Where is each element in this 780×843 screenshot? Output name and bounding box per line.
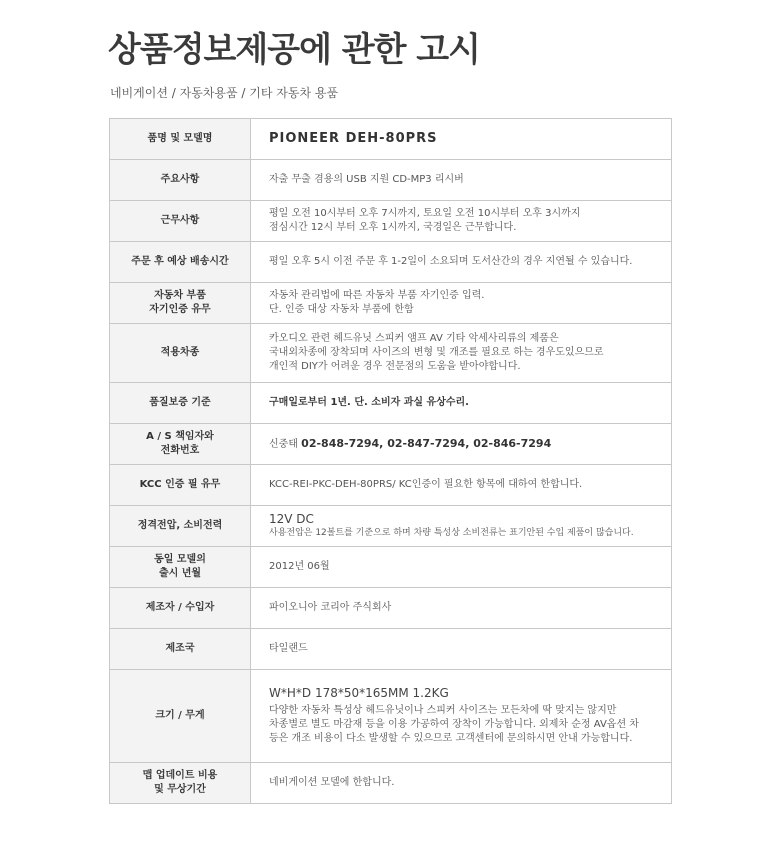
row-value: KCC-REI-PKC-DEH-80PRS/ KC인증이 필요한 항목에 대하여 한합니다. — [251, 465, 672, 506]
row-label: 제조자 / 수입자 — [110, 588, 251, 629]
table-row — [110, 283, 672, 324]
row-label: 주요사항 — [110, 160, 251, 201]
row-value: 파이오니아 코리아 주식회사 — [251, 588, 672, 629]
table-row — [110, 547, 672, 588]
row-label: 품질보증 기준 — [110, 383, 251, 424]
row-label: 동일 모델의 출시 년월 — [110, 547, 251, 588]
row-label: 품명 및 모델명 — [110, 119, 251, 160]
table-row — [110, 465, 672, 506]
row-value: 12V DC 사용전압은 12볼트를 기준으로 하며 차량 특성상 소비전류는 표기안된 수입 제품이 많습니다. — [251, 506, 672, 547]
row-value: 평일 오전 10시부터 오후 7시까지, 토요일 오전 10시부터 오후 3시까지 점심시간 12시 부터 오후 1시까지, 국경일은 근무합니다. — [251, 201, 672, 242]
row-label: 크기 / 무게 — [110, 670, 251, 763]
row-value: 카오디오 관련 헤드유닛 스피커 앰프 AV 기타 악세사리류의 제품은 국내외차종에 장착되며 사이즈의 변형 및 개조를 필요로 하는 경우도있으므로 개인적 DIY가 어려운 경우 전문점의 도움을 받아야합니다. — [251, 324, 672, 383]
row-value: 타일랜드 — [251, 629, 672, 670]
breadcrumb: 네비게이션 / 자동차용품 / 기타 자동차 용품 — [110, 86, 339, 100]
page-title: 상품정보제공에 관한 고시 — [108, 30, 480, 70]
row-label: 적용차종 — [110, 324, 251, 383]
table-row — [110, 588, 672, 629]
row-value: 자출 무출 겸용의 USB 지원 CD-MP3 리시버 — [251, 160, 672, 201]
table-row — [110, 324, 672, 383]
table-row — [110, 424, 672, 465]
row-value: PIONEER DEH-80PRS — [251, 119, 672, 160]
table-row — [110, 201, 672, 242]
row-label: KCC 인증 필 유무 — [110, 465, 251, 506]
table-row — [110, 119, 672, 160]
row-value: 2012년 06월 — [251, 547, 672, 588]
table-row — [110, 763, 672, 804]
table-row — [110, 160, 672, 201]
row-label: 정격전압, 소비전력 — [110, 506, 251, 547]
table-row — [110, 670, 672, 763]
row-label: 근무사항 — [110, 201, 251, 242]
table-row — [110, 383, 672, 424]
table-row — [110, 506, 672, 547]
row-value — [251, 424, 672, 465]
row-label: A / S 책임자와 전화번호 — [110, 424, 251, 465]
product-info-table — [109, 118, 672, 804]
row-value: 자동차 관리법에 따른 자동차 부품 자기인증 입력. 단. 인증 대상 자동차 부품에 한함 — [251, 283, 672, 324]
as-manager-name: 신중태 — [269, 438, 302, 450]
row-label: 자동차 부품 자기인증 유무 — [110, 283, 251, 324]
row-label: 제조국 — [110, 629, 251, 670]
table-row — [110, 629, 672, 670]
table-row — [110, 242, 672, 283]
phone-numbers: 02-848-7294, 02-847-7294, 02-846-7294 — [301, 436, 552, 450]
row-label: 맵 업데이트 비용 및 무상기간 — [110, 763, 251, 804]
row-value: 구매일로부터 1년. 단. 소비자 과실 유상수리. — [251, 383, 672, 424]
row-value: W*H*D 178*50*165MM 1.2KG 다양한 자동차 특성상 헤드유닛이나 스피커 사이즈는 모든차에 딱 맞지는 않지만 차종별로 별도 마감재 등을 이용 가공하여 장착이 가능합니다. 외제차 순정 AV옵션 차 등은 개조 비용이 다소 발생할 수 있으므로 고객센터에 문의하시면 안내 가능합니다. — [251, 670, 672, 763]
row-label: 주문 후 예상 배송시간 — [110, 242, 251, 283]
row-value: 평일 오후 5시 이전 주문 후 1-2일이 소요되며 도서산간의 경우 지연될 수 있습니다. — [251, 242, 672, 283]
row-value: 네비게이션 모델에 한합니다. — [251, 763, 672, 804]
